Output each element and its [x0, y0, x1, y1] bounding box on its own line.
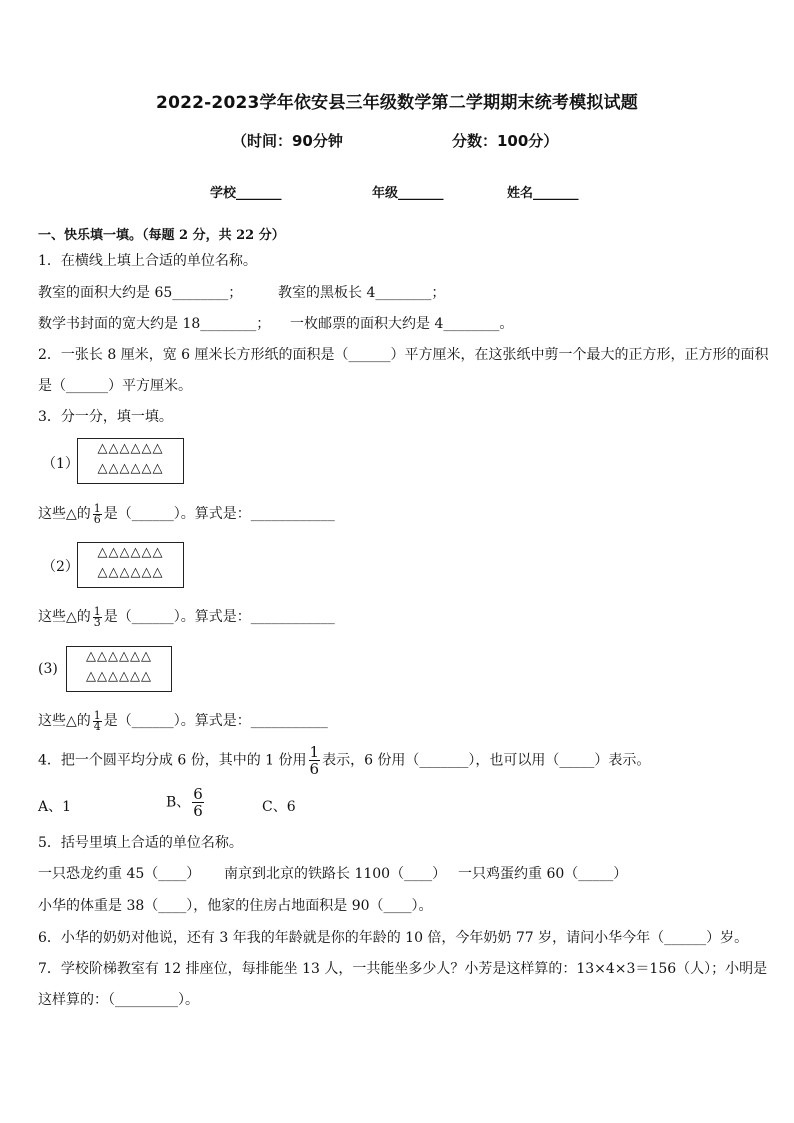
- fraction: $\frac{1}{4}$: [93, 708, 101, 733]
- q5-blank-a: 一只恐龙约重 45（____）: [38, 866, 201, 882]
- q3-part1-label: （1）: [42, 456, 79, 472]
- grade-field[interactable]: 年级_______: [372, 186, 444, 201]
- q3-part2-label: （2）: [42, 559, 79, 575]
- q4-option-a: A、1: [38, 799, 72, 815]
- page-title: 2022-2023学年依安县三年级数学第二学期期末统考模拟试题: [156, 93, 638, 113]
- fraction: $\frac{1}{6}$: [93, 501, 101, 526]
- time-info: （时间：90分钟: [232, 132, 343, 150]
- triangle-row: △△△△△△: [86, 669, 152, 684]
- triangle-row: △△△△△△: [86, 649, 152, 664]
- q3-part3-label: (3): [38, 661, 58, 677]
- q2-line1: 2．一张长 8 厘米，宽 6 厘米长方形纸的面积是（______）平方厘米，在这张纸中剪一个最大的正方形，正方形的面积: [38, 347, 769, 363]
- name-field[interactable]: 姓名_______: [507, 186, 579, 201]
- fraction: $\frac{6}{6}$: [193, 785, 203, 820]
- q2-line2: 是（______）平方厘米。: [38, 378, 192, 394]
- fraction: $\frac{1}{3}$: [93, 604, 101, 629]
- q7-line1: 7．学校阶梯教室有 12 排座位，每排能坐 13 人，一共能坐多少人？小芳是这样算的：13×4×3＝156（人）；小明是: [38, 961, 768, 977]
- q5-stem: 5．括号里填上合适的单位名称。: [38, 835, 243, 851]
- q7-line2: 这样算的：（_________）。: [38, 992, 199, 1008]
- triangle-row: △△△△△△: [97, 461, 164, 476]
- school-field[interactable]: 学校_______: [210, 186, 282, 201]
- triangle-row: △△△△△△: [97, 441, 164, 456]
- q5-blank-c: 一只鸡蛋约重 60（_____）: [458, 866, 628, 882]
- triangle-box-2: [77, 542, 184, 588]
- fraction: $\frac{1}{6}$: [309, 743, 320, 778]
- q4-option-b: B、 $\frac{6}{6}$: [166, 785, 203, 820]
- q4-question: 4．把一个圆平均分成 6 份，其中的 1 份用 $\frac{1}{6}$ 表示，6 份用（_______），也可以用（_____）表示。: [38, 743, 651, 778]
- triangle-box-1: [77, 438, 184, 484]
- q6-question: 6．小华的奶奶对他说，还有 3 年我的年龄就是你的年龄的 10 倍，今年奶奶 77 岁，请问小华今年（______）岁。: [38, 930, 749, 946]
- q4-option-c: C、6: [262, 799, 296, 815]
- q3-part1-question: 这些△的 $\frac{1}{6}$ 是（______）。算式是：____________: [38, 501, 335, 526]
- q5-blank-d: 小华的体重是 38（____），他家的住房占地面积是 90（____）。: [38, 898, 433, 914]
- q1-blank-d: 一枚邮票的面积大约是 4________。: [290, 316, 514, 332]
- q1-blank-b: 教室的黑板长 4________；: [278, 285, 446, 301]
- triangle-box-3: [66, 646, 172, 692]
- score-info: 分数：100分）: [452, 132, 559, 150]
- section-heading: 一、快乐填一填。（每题 2 分，共 22 分）: [38, 228, 285, 243]
- triangle-row: △△△△△△: [97, 545, 164, 560]
- q1-blank-a: 教室的面积大约是 65________；: [38, 285, 243, 301]
- triangle-row: △△△△△△: [97, 565, 164, 580]
- q3-part3-question: 这些△的 $\frac{1}{4}$ 是（______）。算式是：___________: [38, 708, 328, 733]
- q1-stem: 1．在横线上填上合适的单位名称。: [38, 253, 257, 269]
- q3-part2-question: 这些△的 $\frac{1}{3}$ 是（______）。算式是：____________: [38, 604, 335, 629]
- q5-blank-b: 南京到北京的铁路长 1100（____）: [224, 866, 447, 882]
- q3-stem: 3．分一分，填一填。: [38, 409, 173, 425]
- q1-blank-c: 数学书封面的宽大约是 18________；: [38, 316, 271, 332]
